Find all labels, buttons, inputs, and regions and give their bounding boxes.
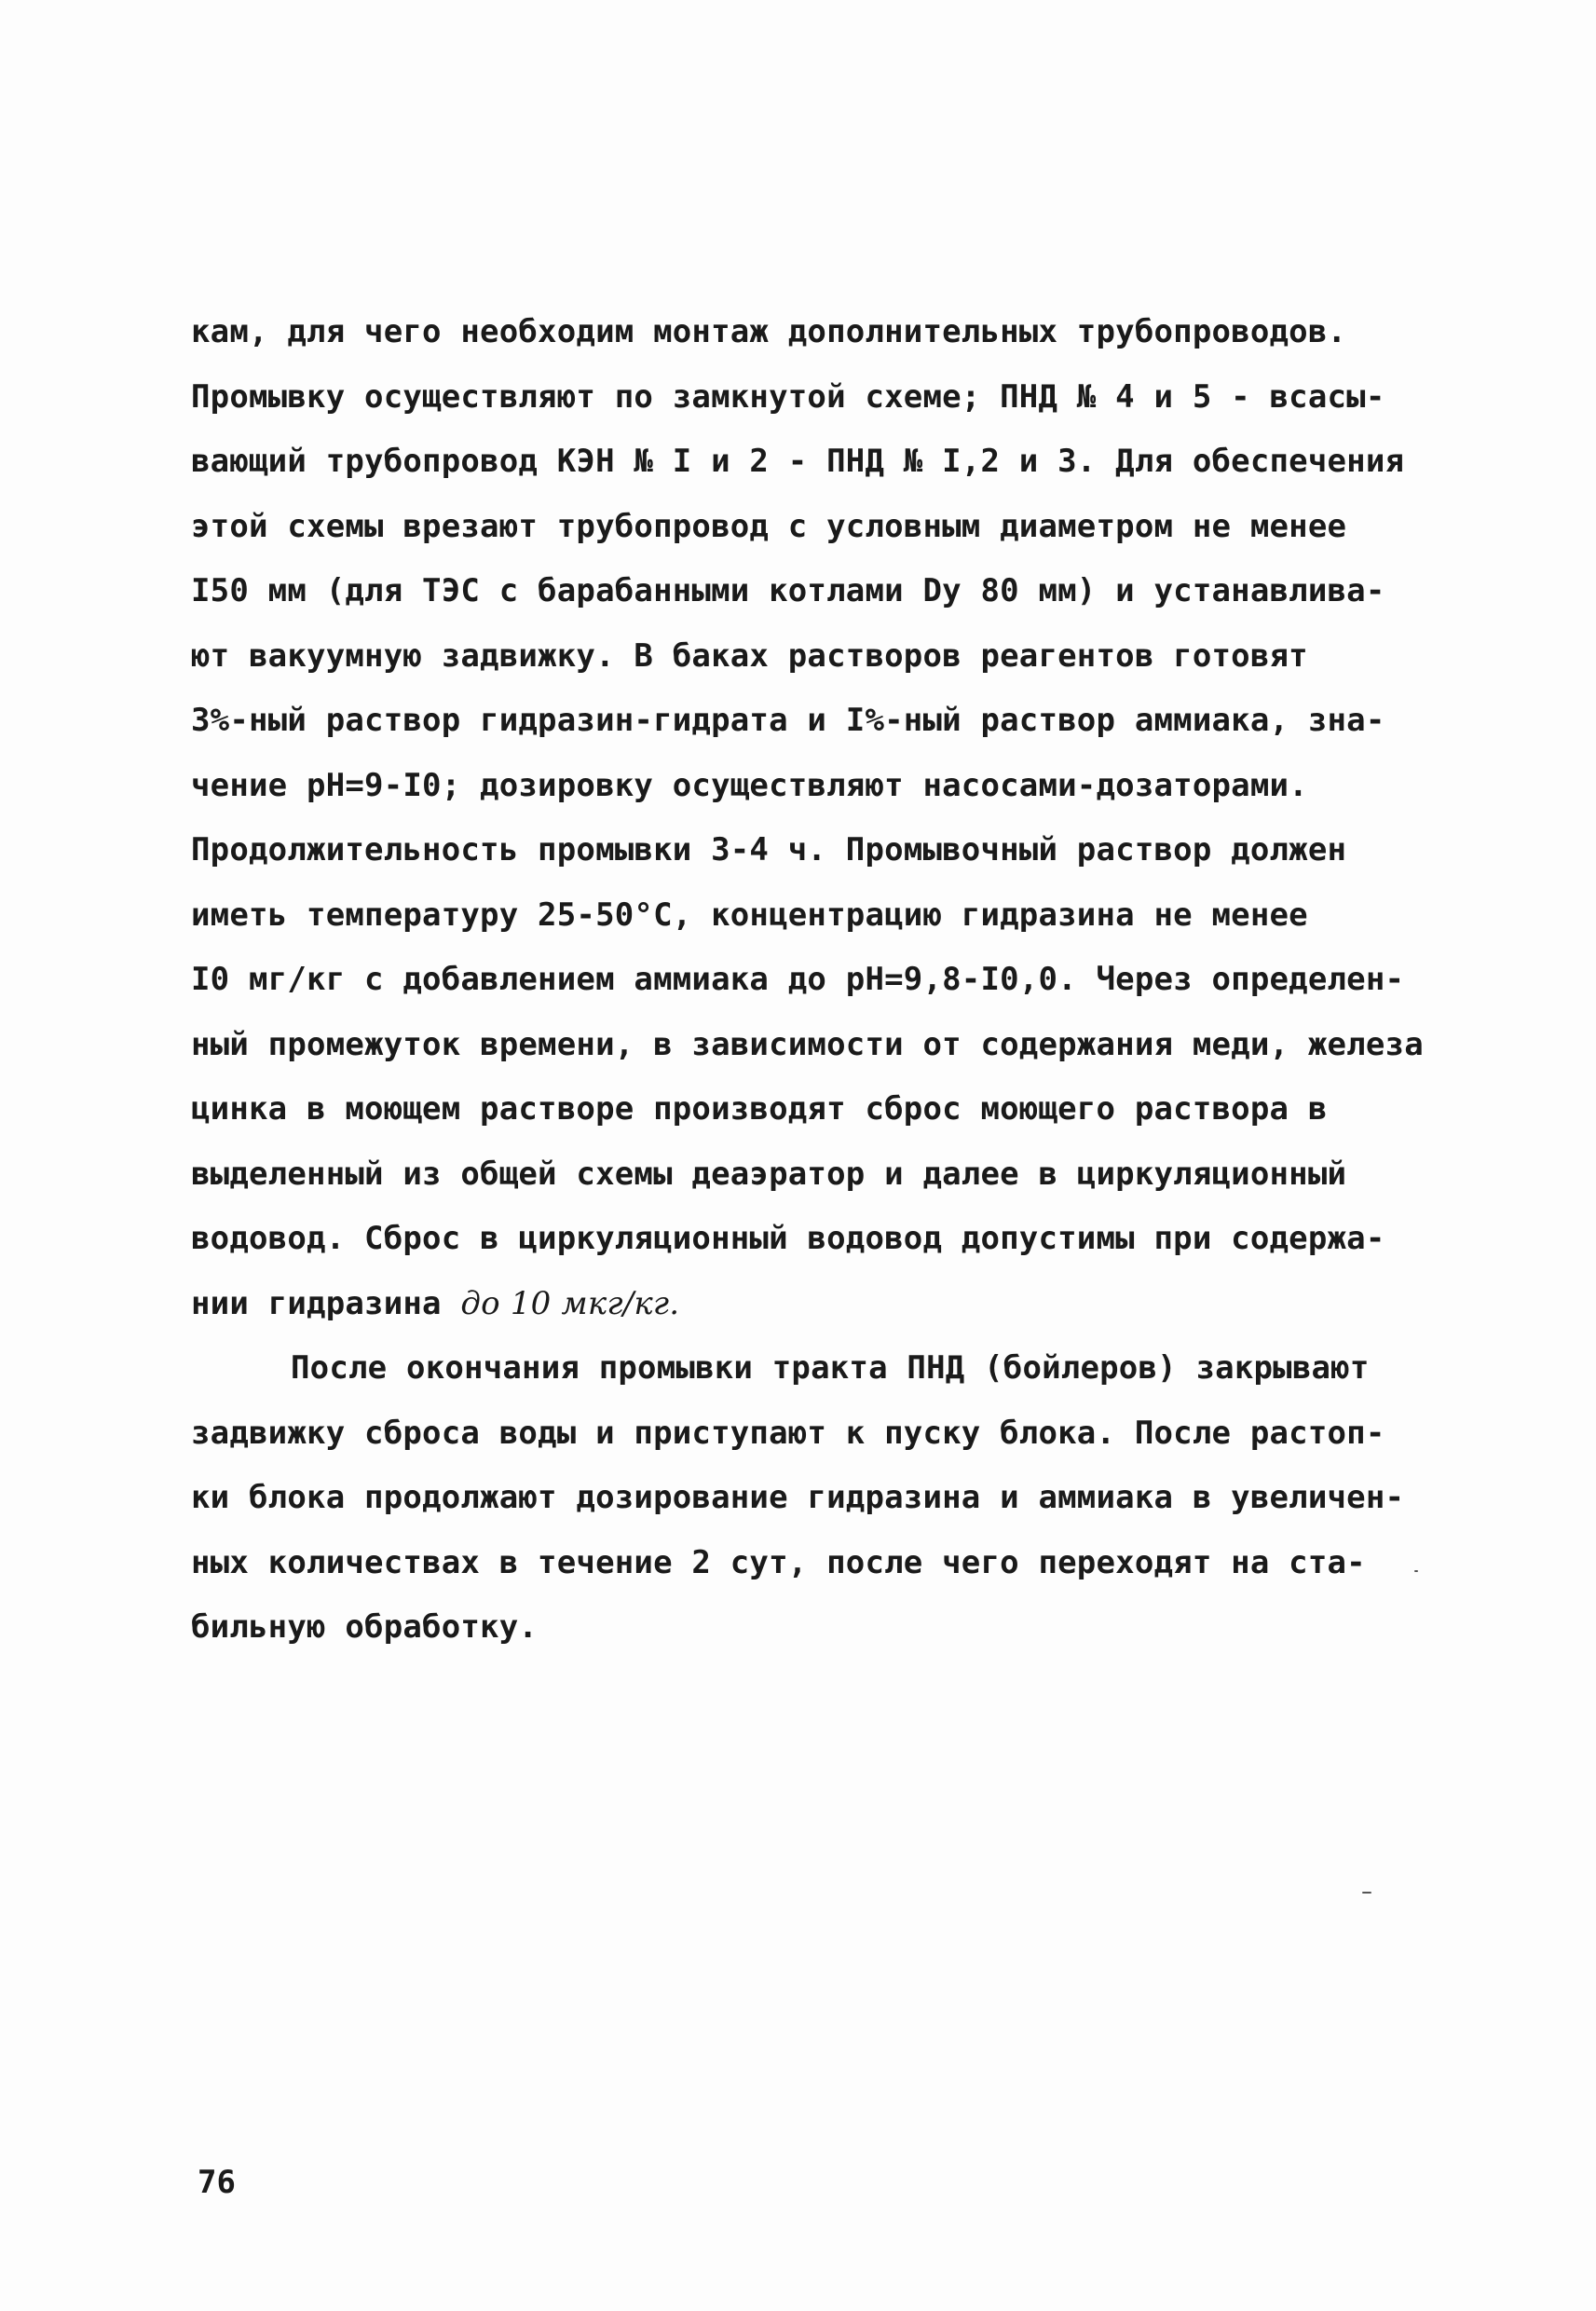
text-line: I50 мм (для ТЭС с барабанными котлами Dy 80 мм) и устанавлива-	[191, 572, 1385, 609]
text-line: ки блока продолжают дозирование гидразина и аммиака в увеличен-	[191, 1479, 1405, 1516]
text-line: Промывку осуществляют по замкнутой схеме; ПНД № 4 и 5 - всасы-	[191, 377, 1385, 416]
text-line: ный промежуток времени, в зависимости от содержания меди, железа	[191, 1025, 1424, 1063]
text-line: вающий трубопровод КЭН № I и 2 - ПНД № I,2 и 3. Для обеспечения	[191, 443, 1405, 480]
text-line: чение pH=9-I0; дозировку осуществляют насосами-дозаторами.	[191, 766, 1308, 804]
text-line-last	[191, 1272, 1449, 1337]
text-line: кам, для чего необходим монтаж дополнительных трубопроводов.	[191, 313, 1347, 350]
text-line: 3%-ный раствор гидразин-гидрата и I%-ный раствор аммиака, зна-	[191, 702, 1385, 739]
scan-speck	[1362, 1892, 1371, 1894]
text-line: водовод. Сброс в циркуляционный водовод допустимы при содержа-	[191, 1220, 1385, 1257]
text-line: иметь температуру 25-50°C, концентрацию гидразина не менее	[191, 896, 1308, 934]
text-line: задвижку сброса воды и приступают к пуску блока. После растоп-	[191, 1414, 1385, 1452]
handwritten-insert: до 10 мкг/кг.	[460, 1284, 680, 1322]
text-line: Продолжительность промывки 3-4 ч. Промывочный раствор должен	[191, 831, 1347, 868]
scan-speck	[1414, 1570, 1418, 1572]
text-line-indented: После окончания промывки тракта ПНД (бойлеров) закрывают	[291, 1349, 1370, 1387]
text-line: ных количествах в течение 2 сут, после чего переходят на ста-	[191, 1543, 1366, 1581]
page-number: 76	[198, 2164, 236, 2201]
text-line: выделенный из общей схемы деаэратор и далее в циркуляционный	[191, 1155, 1347, 1193]
text-line: этой схемы врезают трубопровод с условным диаметром не менее	[191, 507, 1347, 545]
text-line: цинка в моющем растворе производят сброс моющего раствора в	[191, 1090, 1328, 1128]
text-line: I0 мг/кг с добавлением аммиака до pH=9,8-I0,0. Через определен-	[191, 961, 1405, 998]
body-text	[191, 300, 1449, 1661]
text-line: бильную обработку.	[191, 1608, 539, 1646]
text-line: ют вакуумную задвижку. В баках растворов реагентов готовят	[191, 636, 1308, 675]
text-fragment: нии гидразина	[191, 1284, 442, 1322]
